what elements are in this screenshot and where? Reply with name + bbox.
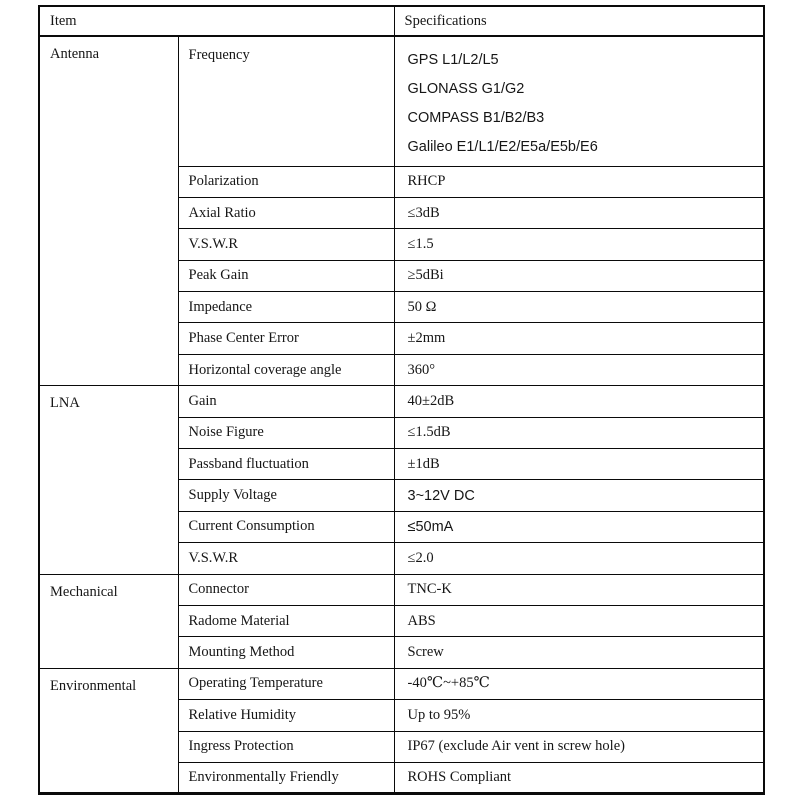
param-cell: Polarization bbox=[178, 166, 394, 197]
value-text: 40±2dB bbox=[407, 392, 455, 409]
specs-table bbox=[38, 5, 765, 795]
param-cell: Radome Material bbox=[178, 605, 394, 636]
value-cell bbox=[394, 480, 764, 511]
value-cell bbox=[394, 543, 764, 574]
param-cell: Environmentally Friendly bbox=[178, 762, 394, 793]
section-label-antenna: Antenna bbox=[39, 36, 178, 386]
param-cell: Current Consumption bbox=[178, 511, 394, 542]
value-text: ≥5dBi bbox=[407, 267, 444, 284]
section-label-lna: LNA bbox=[39, 386, 178, 574]
value-cell bbox=[394, 762, 764, 793]
specs-table-body bbox=[39, 36, 764, 794]
value-text: 360° bbox=[407, 361, 436, 378]
param-cell: Axial Ratio bbox=[178, 197, 394, 228]
param-cell: Relative Humidity bbox=[178, 700, 394, 731]
header-specifications-cell: Specifications bbox=[394, 6, 764, 36]
value-text: 50 Ω bbox=[407, 298, 437, 315]
value-cell bbox=[394, 166, 764, 197]
value-cell bbox=[394, 574, 764, 605]
value-text: ≤1.5dB bbox=[407, 424, 451, 441]
param-cell: V.S.W.R bbox=[178, 543, 394, 574]
value-text: GLONASS G1/G2 bbox=[407, 81, 525, 97]
value-text: COMPASS B1/B2/B3 bbox=[407, 110, 545, 126]
spec-sheet bbox=[38, 5, 765, 795]
param-cell: Impedance bbox=[178, 292, 394, 323]
value-text: ROHS Compliant bbox=[407, 769, 512, 786]
value-text: RHCP bbox=[407, 173, 446, 190]
value-text: Galileo E1/L1/E2/E5a/E5b/E6 bbox=[407, 139, 598, 155]
value-cell bbox=[394, 36, 764, 166]
value-text: IP67 (exclude Air vent in screw hole) bbox=[407, 738, 625, 755]
value-cell bbox=[394, 700, 764, 731]
value-cell bbox=[394, 354, 764, 385]
value-cell bbox=[394, 229, 764, 260]
param-cell: Horizontal coverage angle bbox=[178, 354, 394, 385]
value-cell bbox=[394, 417, 764, 448]
value-cell bbox=[394, 260, 764, 291]
value-cell bbox=[394, 449, 764, 480]
value-cell bbox=[394, 605, 764, 636]
table-row bbox=[39, 386, 764, 417]
param-cell: V.S.W.R bbox=[178, 229, 394, 260]
header-item-cell: Item bbox=[39, 6, 394, 36]
value-text: ≤1.5 bbox=[407, 235, 434, 252]
param-cell: Phase Center Error bbox=[178, 323, 394, 354]
header-row bbox=[39, 6, 764, 36]
param-cell: Supply Voltage bbox=[178, 480, 394, 511]
param-cell: Gain bbox=[178, 386, 394, 417]
value-text: ≤50mA bbox=[407, 518, 454, 535]
value-cell bbox=[394, 668, 764, 699]
value-cell bbox=[394, 637, 764, 668]
param-cell: Passband fluctuation bbox=[178, 449, 394, 480]
value-text: TNC-K bbox=[407, 581, 452, 598]
param-cell: Frequency bbox=[178, 36, 394, 166]
value-cell bbox=[394, 731, 764, 762]
value-text: GPS L1/L2/L5 bbox=[407, 52, 499, 68]
value-cell bbox=[394, 197, 764, 228]
param-cell: Mounting Method bbox=[178, 637, 394, 668]
value-text: ±2mm bbox=[407, 330, 446, 347]
param-cell: Peak Gain bbox=[178, 260, 394, 291]
value-cell bbox=[394, 386, 764, 417]
param-cell: Operating Temperature bbox=[178, 668, 394, 699]
table-row bbox=[39, 36, 764, 166]
value-text: ±1dB bbox=[407, 455, 440, 472]
section-label-environmental: Environmental bbox=[39, 668, 178, 794]
value-text: -40℃~+85℃ bbox=[407, 675, 490, 692]
param-cell: Ingress Protection bbox=[178, 731, 394, 762]
value-text: Screw bbox=[407, 644, 444, 661]
param-cell: Connector bbox=[178, 574, 394, 605]
param-cell: Noise Figure bbox=[178, 417, 394, 448]
value-text: ABS bbox=[407, 612, 436, 629]
value-cell bbox=[394, 292, 764, 323]
specs-table-header bbox=[39, 6, 764, 36]
value-text: 3~12V DC bbox=[407, 487, 475, 504]
section-label-mechanical: Mechanical bbox=[39, 574, 178, 668]
table-row bbox=[39, 668, 764, 699]
value-cell bbox=[394, 511, 764, 542]
value-text: ≤2.0 bbox=[407, 549, 434, 566]
value-cell bbox=[394, 323, 764, 354]
value-text: Up to 95% bbox=[407, 706, 471, 723]
value-text: ≤3dB bbox=[407, 204, 440, 221]
table-row bbox=[39, 574, 764, 605]
